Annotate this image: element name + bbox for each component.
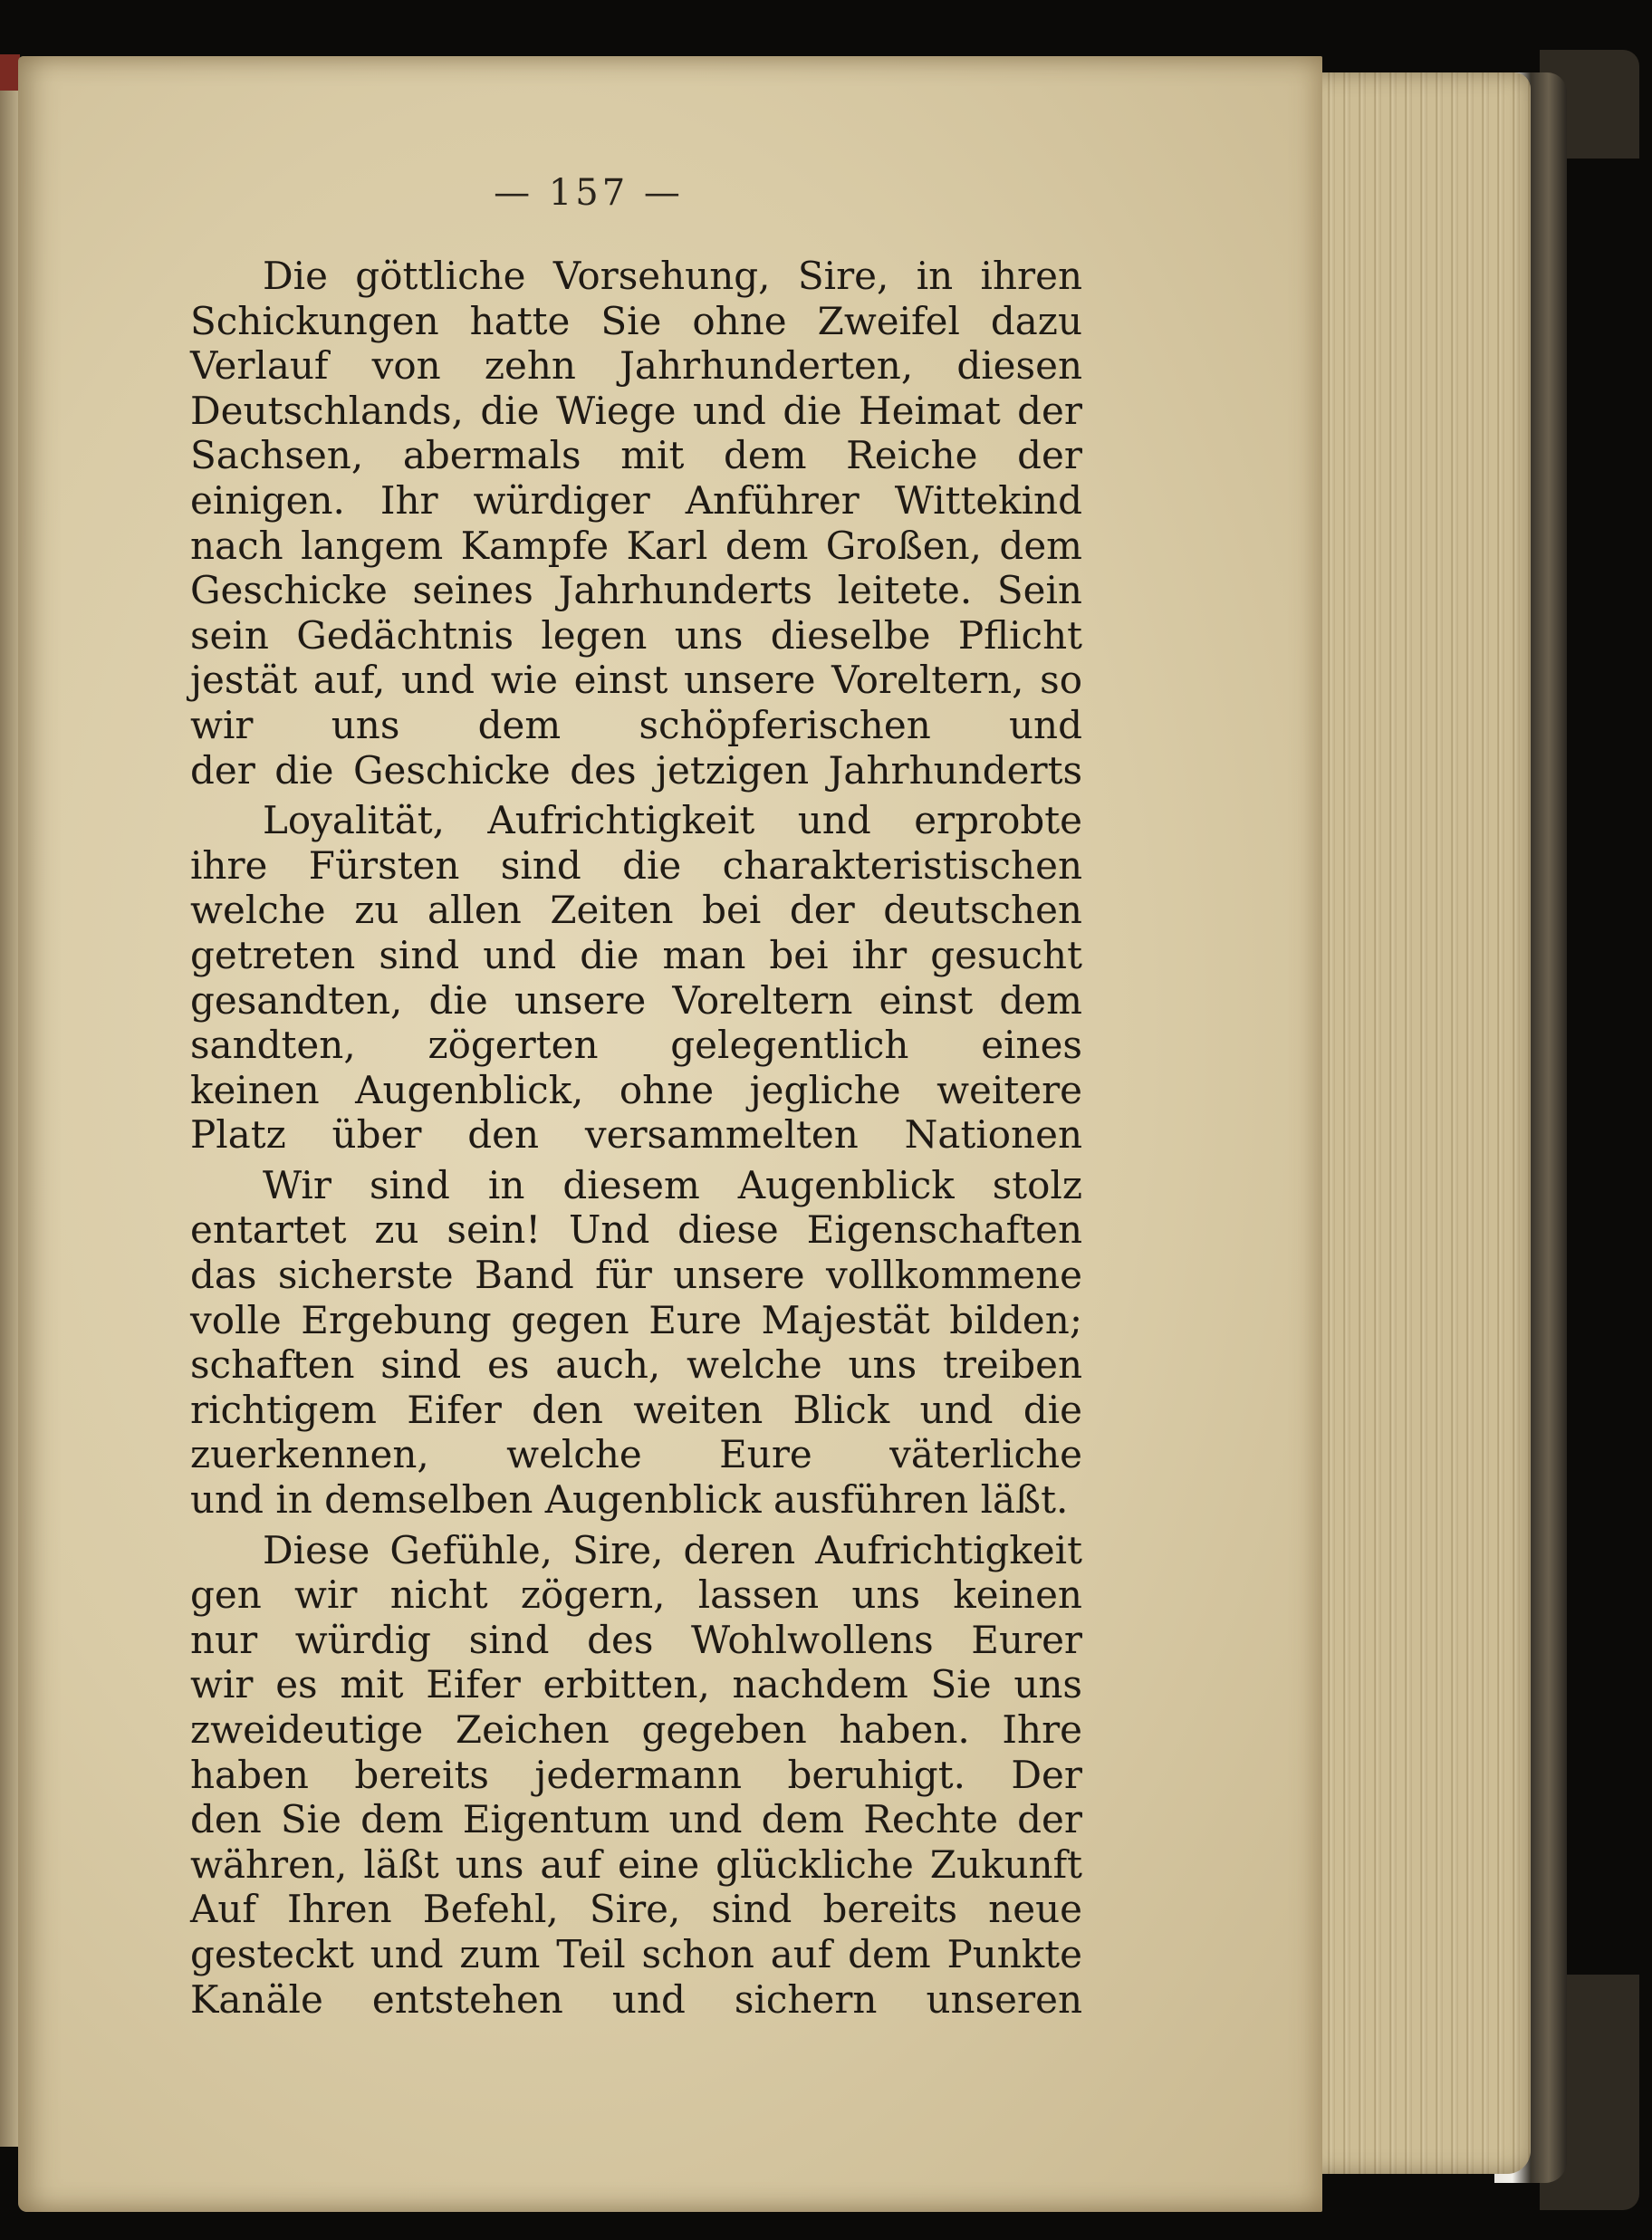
text-line: Schickungen hatte Sie ohne Zweifel dazu bbox=[190, 298, 1082, 343]
text-line: Die göttliche Vorsehung, Sire, in ihren bbox=[263, 254, 1082, 298]
text-line: Sachsen, abermals mit dem Reiche der bbox=[190, 433, 1082, 478]
text-line: Platz über den versammelten Nationen bbox=[190, 1112, 1082, 1158]
text-line: jestät auf, und wie einst unsere Voreltern, so bbox=[190, 658, 1082, 703]
paragraph-1 bbox=[118, 254, 1082, 793]
page-text bbox=[118, 254, 1082, 2022]
text-line: wir es mit Eifer erbitten, nachdem Sie uns bbox=[190, 1662, 1082, 1707]
text-line: richtigem Eifer den weiten Blick und die bbox=[190, 1387, 1082, 1432]
page-number: — 157 — bbox=[494, 172, 684, 214]
paragraph-3 bbox=[118, 1163, 1082, 1523]
text-line: Loyalität, Aufrichtigkeit und erprobte bbox=[263, 798, 1082, 843]
text-line: sein Gedächtnis legen uns dieselbe Pflicht bbox=[190, 612, 1082, 658]
text-line: gen wir nicht zögern, lassen uns keinen bbox=[190, 1572, 1082, 1618]
text-line: zuerkennen, welche Eure väterliche bbox=[190, 1432, 1082, 1477]
text-line: entartet zu sein! Und diese Eigenschaften bbox=[190, 1207, 1082, 1253]
text-line: nach langem Kampfe Karl dem Großen, dem bbox=[190, 523, 1082, 568]
text-line: zweideutige Zeichen gegeben haben. Ihre bbox=[190, 1707, 1082, 1752]
text-line: nur würdig sind des Wohlwollens Eurer bbox=[190, 1617, 1082, 1662]
text-line: welche zu allen Zeiten bei der deutschen bbox=[190, 888, 1082, 933]
text-line: der die Geschicke des jetzigen Jahrhunderts bbox=[190, 747, 1082, 793]
text-line: haben bereits jedermann beruhigt. Der bbox=[190, 1752, 1082, 1797]
text-line: getreten sind und die man bei ihr gesucht bbox=[190, 932, 1082, 977]
facing-page-red-edge bbox=[0, 54, 20, 91]
text-line: Verlauf von zehn Jahrhunderten, diesen bbox=[190, 343, 1082, 389]
text-line: gesandten, die unsere Voreltern einst dem bbox=[190, 977, 1082, 1023]
text-line: Auf Ihren Befehl, Sire, sind bereits neue bbox=[190, 1887, 1082, 1932]
text-line: Wir sind in diesem Augenblick stolz bbox=[263, 1162, 1082, 1207]
paragraph-2 bbox=[118, 798, 1082, 1158]
text-line: gesteckt und zum Teil schon auf dem Punkte bbox=[190, 1931, 1082, 1976]
text-line: und in demselben Augenblick ausführen läßt. bbox=[190, 1477, 1069, 1523]
text-line: keinen Augenblick, ohne jegliche weitere bbox=[190, 1067, 1082, 1112]
text-line: einigen. Ihr würdiger Anführer Wittekind bbox=[190, 477, 1082, 523]
text-line: Kanäle entstehen und sichern unseren bbox=[190, 1976, 1082, 2022]
text-line: Deutschlands, die Wiege und die Heimat der bbox=[190, 388, 1082, 433]
text-line: den Sie dem Eigentum und dem Rechte der bbox=[190, 1797, 1082, 1842]
page-stack-edge bbox=[1304, 72, 1531, 2174]
text-line: währen, läßt uns auf eine glückliche Zukunft bbox=[190, 1841, 1082, 1887]
text-line: schaften sind es auch, welche uns treiben bbox=[190, 1342, 1082, 1388]
text-line: Geschicke seines Jahrhunderts leitete. Sein bbox=[190, 568, 1082, 613]
text-line: volle Ergebung gegen Eure Majestät bilden; bbox=[190, 1297, 1082, 1342]
text-line: Diese Gefühle, Sire, deren Aufrichtigkeit bbox=[263, 1527, 1082, 1572]
text-line: wir uns dem schöpferischen und bbox=[190, 702, 1082, 747]
text-line: das sicherste Band für unsere vollkommene bbox=[190, 1253, 1082, 1298]
text-line: sandten, zögerten gelegentlich eines bbox=[190, 1023, 1082, 1068]
text-line: ihre Fürsten sind die charakteristischen bbox=[190, 842, 1082, 888]
paragraph-4 bbox=[118, 1528, 1082, 2023]
